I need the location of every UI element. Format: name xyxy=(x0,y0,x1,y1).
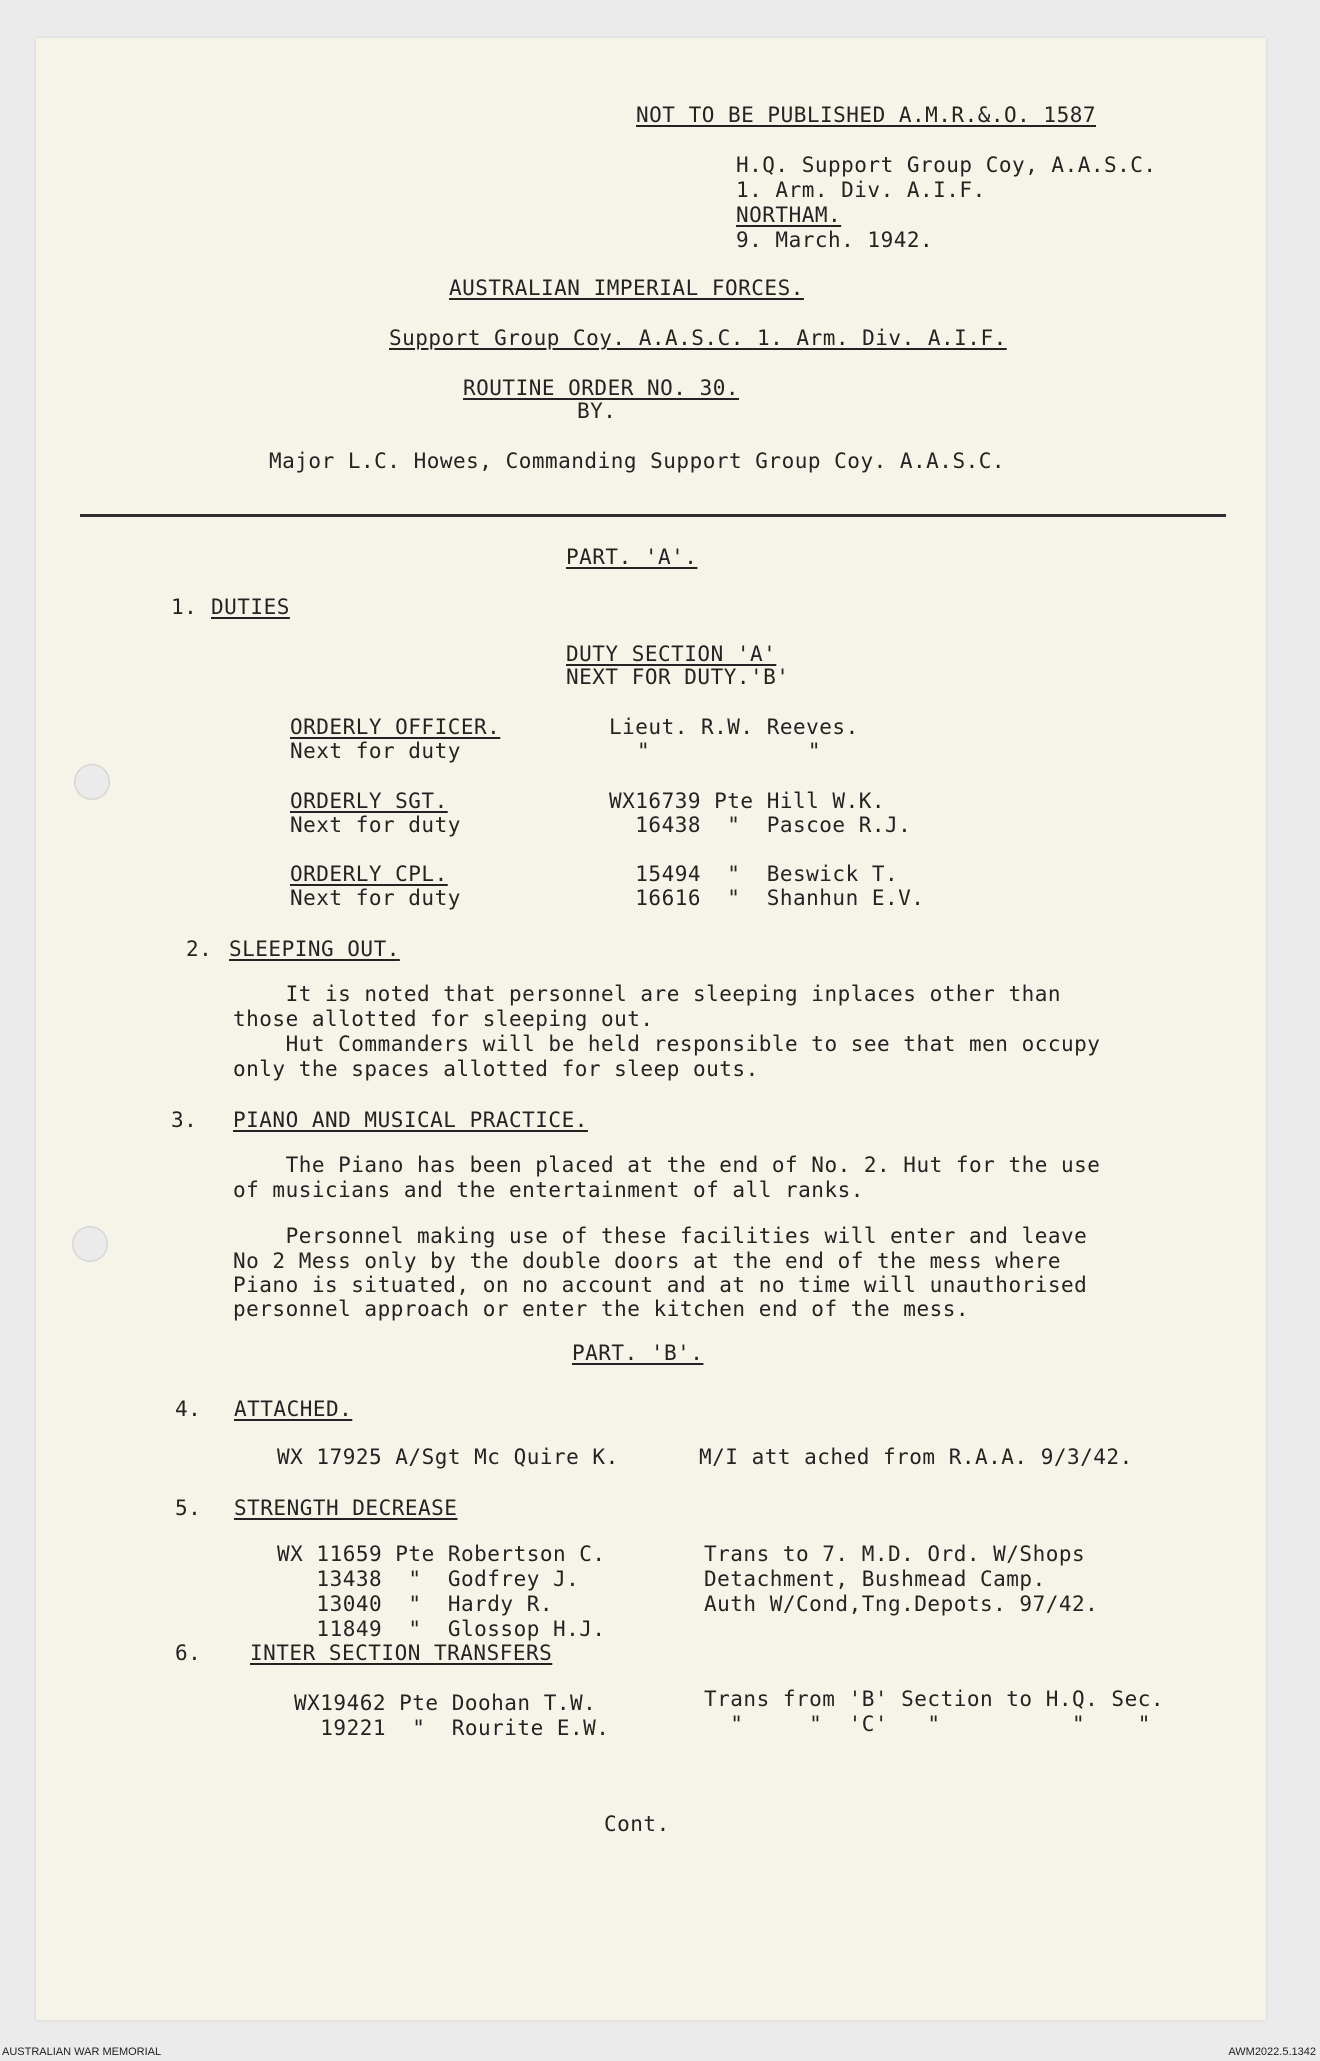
sleeping-out-text-3: Hut Commanders will be held responsible to see that men occupy xyxy=(233,1032,1101,1056)
punch-hole-bottom xyxy=(72,1226,108,1262)
sleeping-out-number: 2. xyxy=(186,937,213,961)
strength-decrease-title: STRENGTH DECREASE xyxy=(234,1496,458,1520)
commander-line: Major L.C. Howes, Commanding Support Group Coy. A.A.S.C. xyxy=(269,449,1006,473)
header-rule xyxy=(80,514,1226,517)
orderly-cpl-value: 15494 " Beswick T. xyxy=(609,862,899,886)
next-duty-section-line: NEXT FOR DUTY.'B' xyxy=(566,665,790,689)
strength-name-1: WX 11659 Pte Robertson C. xyxy=(277,1542,606,1566)
strength-note-3: Auth W/Cond,Tng.Depots. 97/42. xyxy=(704,1592,1099,1616)
orderly-officer-value: Lieut. R.W. Reeves. xyxy=(609,715,859,739)
strength-name-3: 13040 " Hardy R. xyxy=(277,1592,554,1616)
part-a-heading: PART. 'A'. xyxy=(566,545,698,569)
address-line-3: NORTHAM. xyxy=(736,203,842,227)
inter-section-name-2: 19221 " Rourite E.W. xyxy=(294,1716,610,1740)
orderly-officer-next-label: Next for duty xyxy=(290,739,461,763)
sleeping-out-title: SLEEPING OUT. xyxy=(229,937,400,961)
strength-note-1: Trans to 7. M.D. Ord. W/Shops xyxy=(704,1542,1086,1566)
address-line-2: 1. Arm. Div. A.I.F. xyxy=(736,178,986,202)
orderly-cpl-next-value: 16616 " Shanhun E.V. xyxy=(609,886,925,910)
orderly-sgt-value: WX16739 Pte Hill W.K. xyxy=(609,789,886,813)
duties-title: DUTIES xyxy=(211,595,290,619)
footer-accession: AWM2022.5.1342 xyxy=(1228,2046,1316,2058)
piano-para1-line-1: The Piano has been placed at the end of No. 2. Hut for the use xyxy=(233,1153,1101,1177)
duties-number: 1. xyxy=(171,595,198,619)
orderly-cpl-label: ORDERLY CPL. xyxy=(290,862,448,886)
inter-section-title: INTER SECTION TRANSFERS xyxy=(250,1641,553,1665)
piano-number: 3. xyxy=(171,1108,198,1132)
piano-para2-line-1: Personnel making use of these facilities will enter and leave xyxy=(233,1224,1088,1248)
inter-section-number: 6. xyxy=(175,1641,202,1665)
attached-note: M/I att ached from R.A.A. 9/3/42. xyxy=(699,1445,1133,1469)
strength-name-4: 11849 " Glossop H.J. xyxy=(277,1617,606,1641)
by-line: BY. xyxy=(577,399,617,423)
strength-name-2: 13438 " Godfrey J. xyxy=(277,1567,580,1591)
part-b-heading: PART. 'B'. xyxy=(572,1341,704,1365)
attached-entry: WX 17925 A/Sgt Mc Quire K. xyxy=(277,1445,619,1469)
force-title: AUSTRALIAN IMPERIAL FORCES. xyxy=(449,276,804,300)
attached-number: 4. xyxy=(175,1397,202,1421)
orderly-sgt-label: ORDERLY SGT. xyxy=(290,789,448,813)
piano-para2-line-4: personnel approach or enter the kitchen end of the mess. xyxy=(233,1297,970,1321)
orderly-sgt-next-value: 16438 " Pascoe R.J. xyxy=(609,813,912,837)
orderly-officer-next-value: " " xyxy=(637,739,822,763)
document-page xyxy=(36,38,1266,2020)
sleeping-out-text-1: It is noted that personnel are sleeping inplaces other than xyxy=(233,982,1062,1006)
inter-section-note-2: " " 'C' " " " xyxy=(704,1712,1151,1736)
piano-title: PIANO AND MUSICAL PRACTICE. xyxy=(233,1108,588,1132)
orderly-sgt-next-label: Next for duty xyxy=(290,813,461,837)
strength-decrease-number: 5. xyxy=(175,1496,202,1520)
continued-label: Cont. xyxy=(604,1812,670,1836)
piano-para1-line-2: of musicians and the entertainment of all ranks. xyxy=(233,1178,864,1202)
unit-title: Support Group Coy. A.A.S.C. 1. Arm. Div. A.I.F. xyxy=(389,326,1007,350)
classification-line: NOT TO BE PUBLISHED A.M.R.&.O. 1587 xyxy=(636,103,1097,127)
duty-section-line: DUTY SECTION 'A' xyxy=(566,642,777,666)
sleeping-out-text-2: those allotted for sleeping out. xyxy=(233,1007,654,1031)
address-line-4: 9. March. 1942. xyxy=(736,228,934,252)
sleeping-out-text-4: only the spaces allotted for sleep outs. xyxy=(233,1057,759,1081)
inter-section-name-1: WX19462 Pte Doohan T.W. xyxy=(294,1691,597,1715)
strength-note-2: Detachment, Bushmead Camp. xyxy=(704,1567,1046,1591)
footer-credit: AUSTRALIAN WAR MEMORIAL xyxy=(2,2046,162,2058)
piano-para2-line-2: No 2 Mess only by the double doors at the end of the mess where xyxy=(233,1249,1062,1273)
orderly-cpl-next-label: Next for duty xyxy=(290,886,461,910)
piano-para2-line-3: Piano is situated, on no account and at no time will unauthorised xyxy=(233,1273,1088,1297)
orderly-officer-label: ORDERLY OFFICER. xyxy=(290,715,501,739)
address-line-1: H.Q. Support Group Coy, A.A.S.C. xyxy=(736,153,1157,177)
inter-section-note-1: Trans from 'B' Section to H.Q. Sec. xyxy=(704,1687,1165,1711)
order-title: ROUTINE ORDER NO. 30. xyxy=(463,376,740,400)
punch-hole-top xyxy=(74,764,110,800)
attached-title: ATTACHED. xyxy=(234,1397,353,1421)
